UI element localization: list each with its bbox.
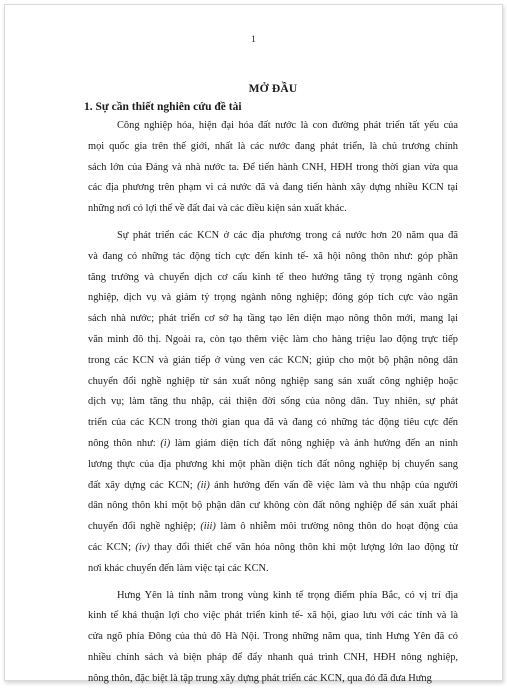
paragraph-line: các địa phương trên phạm vi cả nước đã và đang tiến hành xây dựng nhiều KCN tại — [88, 182, 458, 194]
paragraph-line: triển của các KCN trong thời gian qua đã và đang có những tác động tiêu cực đến — [88, 417, 458, 429]
paragraph-line: mọi quốc gia trên thế giới, nhất là các nước đang phát triển, là chủ trương chính — [88, 140, 458, 152]
paragraph-line: và đang có những tác động tích cực đến kinh tế- xã hội nông thôn như: góp phần — [88, 250, 458, 262]
paragraph-line: Hưng Yên là tỉnh nằm trong vùng kinh tế trọng điểm phía Bắc, có vị trí địa — [117, 589, 458, 601]
paragraph-line: trong các KCN và gián tiếp ở vùng ven các KCN; giúp cho một bộ phận nông dân — [88, 354, 458, 366]
paragraph-line: kinh tế khá thuận lợi cho việc phát triển kinh tế- xã hội, giao lưu với các tỉnh và là — [88, 610, 458, 622]
section-title: 1. Sự cần thiết nghiên cứu đề tài — [84, 101, 242, 113]
paragraph — [88, 586, 458, 690]
paragraph-line: Sự phát triển các KCN ở các địa phương trong cả nước hơn 20 năm qua đã — [117, 229, 458, 241]
paragraph-line: các KCN; (iv) thay đổi thiết chế văn hóa nông thôn khi một lượng lớn lao động từ — [88, 541, 458, 553]
page-number: 1 — [251, 35, 256, 45]
paragraph-line: nơi khác chuyển đến làm việc tại các KCN. — [88, 562, 269, 574]
page-content — [84, 83, 458, 696]
paragraph-line: chuyển đổi nghề nghiệp; (iii) làm ô nhiễm môi trường nông thôn do hoạt động của — [88, 521, 458, 533]
paragraph-line: dịch vụ; làm tăng thu nhập, cải thiện đời sống của nông dân. Tuy nhiên, sự phát — [88, 396, 458, 408]
page-heading: MỞ ĐẦU — [248, 83, 298, 95]
paragraph-line: lương thực của địa phương khi một phần diện tích đất nông nghiệp bị chuyển sang — [88, 458, 458, 470]
paragraph — [88, 116, 458, 220]
paragraph-line: những nơi có lợi thế về đất đai và các điều kiện sản xuất khác. — [88, 203, 347, 215]
paragraph-line: văn minh đô thị. Ngoài ra, còn tạo thêm việc làm cho hàng triệu lao động trực tiếp — [88, 333, 458, 345]
paragraph-line: Công nghiệp hóa, hiện đại hóa đất nước là con đường phát triển tất yếu của — [117, 120, 458, 131]
paragraph-line: sách nhà nước; phát triển cơ sở hạ tầng tạo lên diện mạo nông thôn mới, mang lại — [88, 313, 458, 325]
paragraph-line: nhiều chính sách và biện pháp để đẩy nhanh quá trình CNH, HĐH nông nghiệp, — [88, 651, 458, 663]
paragraph-line: nông thôn như: (i) làm giảm diện tích đất nông nghiệp và ảnh hưởng đến an ninh — [88, 437, 458, 449]
paragraph — [88, 226, 458, 580]
paragraph-line: dân nông thôn khi một bộ phận dân cư không còn đất nông nghiệp để sản xuất phải — [88, 500, 458, 512]
paragraph-line: chuyển đổi nghề nghiệp từ sản xuất nông nghiệp sang sản xuất công nghiệp hoặc — [88, 375, 458, 387]
paragraph-line: tăng trưởng và chuyển dịch cơ cấu kinh tế theo hướng tăng tỷ trọng ngành công — [88, 271, 458, 283]
paragraph-line: cửa ngõ phía Đông của thủ đô Hà Nội. Trong những năm qua, tỉnh Hưng Yên đã có — [88, 631, 458, 643]
paragraph-line: sách lớn của Đảng và nhà nước ta. Để tiến hành CNH, HĐH trong thời gian vừa qua — [88, 161, 458, 173]
paragraph-line: đất xây dựng các KCN; (ii) ảnh hưởng đến vấn đề việc làm và thu nhập của người — [88, 479, 458, 491]
paragraphs — [88, 116, 458, 690]
paragraph-line: nghiệp, dịch vụ và giảm tỷ trọng ngành nông nghiệp; đóng góp tích cực vào ngân — [88, 292, 458, 304]
paragraph-line: nông thôn, đặc biệt là tập trung xây dựng phát triển các KCN, qua đó đã đưa Hưng — [88, 672, 432, 684]
document-page — [4, 4, 503, 684]
